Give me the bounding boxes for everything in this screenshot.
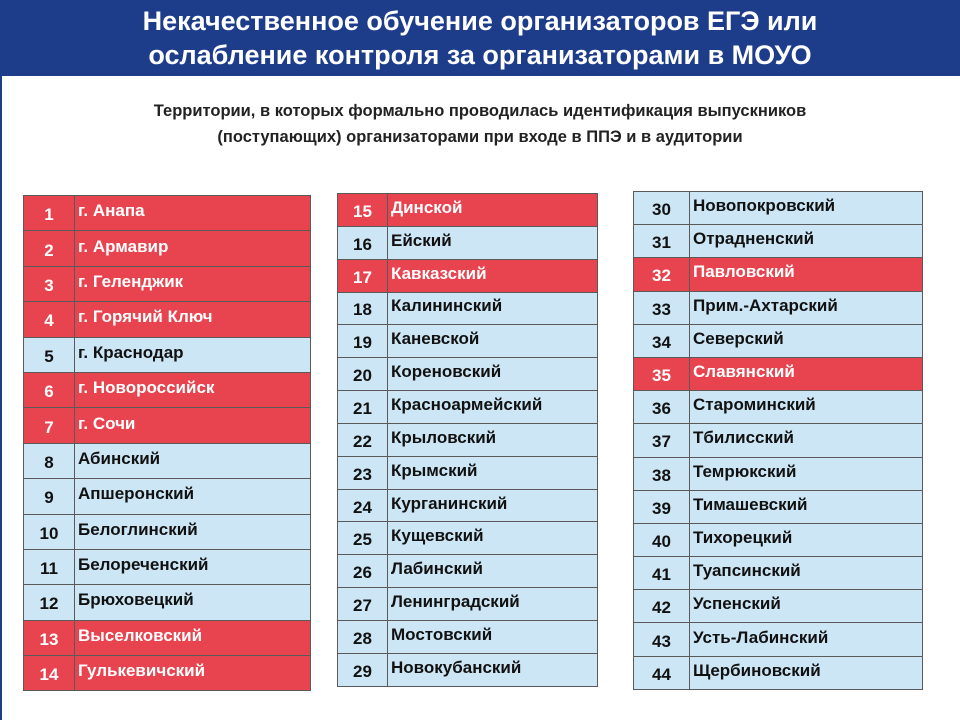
territory-name: г. Краснодар	[75, 337, 311, 372]
territory-name: Крымский	[388, 456, 598, 489]
table-row	[634, 391, 923, 424]
table-row	[24, 408, 311, 443]
territory-name: Щербиновский	[690, 656, 923, 689]
row-number: 30	[634, 192, 690, 225]
territory-name: Туапсинский	[690, 557, 923, 590]
row-number: 9	[24, 479, 75, 514]
table-row	[634, 291, 923, 324]
table-row	[338, 325, 598, 358]
territory-name: Ейский	[388, 226, 598, 259]
table-row	[24, 196, 311, 231]
table-row	[634, 225, 923, 258]
territory-name: г. Горячий Ключ	[75, 302, 311, 337]
territory-name: Прим.-Ахтарский	[690, 291, 923, 324]
subtitle	[40, 98, 920, 150]
row-number: 39	[634, 490, 690, 523]
territory-name: Красноармейский	[388, 391, 598, 424]
table-row	[338, 194, 598, 227]
row-number: 34	[634, 324, 690, 357]
row-number: 37	[634, 424, 690, 457]
row-number: 43	[634, 623, 690, 656]
row-number: 14	[24, 656, 75, 691]
territory-name: г. Геленджик	[75, 266, 311, 301]
territory-name: Курганинский	[388, 489, 598, 522]
table-row	[24, 231, 311, 266]
table-row	[338, 423, 598, 456]
table-row	[634, 324, 923, 357]
row-number: 5	[24, 337, 75, 372]
territory-name: г. Армавир	[75, 231, 311, 266]
table-row	[24, 514, 311, 549]
row-number: 33	[634, 291, 690, 324]
table-row	[634, 623, 923, 656]
row-number: 3	[24, 266, 75, 301]
table-row	[634, 557, 923, 590]
territory-name: Абинский	[75, 443, 311, 478]
row-number: 38	[634, 457, 690, 490]
table-row	[634, 590, 923, 623]
table-row	[338, 555, 598, 588]
table-row	[338, 456, 598, 489]
slide-header	[0, 0, 960, 76]
table-row	[24, 620, 311, 655]
table-row	[338, 259, 598, 292]
row-number: 32	[634, 258, 690, 291]
territory-name: Славянский	[690, 357, 923, 390]
territory-name: Мостовский	[388, 620, 598, 653]
territory-name: г. Анапа	[75, 196, 311, 231]
table-row	[338, 292, 598, 325]
territory-name: Тбилисский	[690, 424, 923, 457]
territories-table-1	[23, 195, 311, 691]
table-row	[24, 266, 311, 301]
territory-name: Тихорецкий	[690, 523, 923, 556]
territory-name: Калининский	[388, 292, 598, 325]
table-row	[338, 653, 598, 686]
territory-name: Усть-Лабинский	[690, 623, 923, 656]
row-number: 11	[24, 549, 75, 584]
subtitle-line-2: (поступающих) организаторами при входе в ППЭ и в аудитории	[217, 128, 743, 146]
row-number: 12	[24, 585, 75, 620]
territory-name: Апшеронский	[75, 479, 311, 514]
territory-name: Успенский	[690, 590, 923, 623]
territory-name: Отрадненский	[690, 225, 923, 258]
table-row	[634, 490, 923, 523]
territory-name: Северский	[690, 324, 923, 357]
table-row	[24, 302, 311, 337]
title-line-1: Некачественное обучение организаторов ЕГЭ или	[142, 6, 818, 36]
table-row	[634, 357, 923, 390]
table-row	[634, 424, 923, 457]
row-number: 21	[338, 391, 388, 424]
subtitle-line-1: Территории, в которых формально проводилась идентификация выпускников	[153, 102, 807, 120]
territory-name: Павловский	[690, 258, 923, 291]
territory-name: Крыловский	[388, 423, 598, 456]
row-number: 1	[24, 196, 75, 231]
territory-name: Динской	[388, 194, 598, 227]
row-number: 41	[634, 557, 690, 590]
territory-name: Кущевский	[388, 522, 598, 555]
table-row	[338, 620, 598, 653]
table-row	[24, 479, 311, 514]
row-number: 42	[634, 590, 690, 623]
territory-name: Белоглинский	[75, 514, 311, 549]
table-row	[24, 443, 311, 478]
table-row	[24, 372, 311, 407]
table-row	[338, 522, 598, 555]
table-row	[338, 391, 598, 424]
row-number: 23	[338, 456, 388, 489]
territory-name: Лабинский	[388, 555, 598, 588]
territory-name: Кореновский	[388, 358, 598, 391]
territory-name: Каневской	[388, 325, 598, 358]
row-number: 22	[338, 423, 388, 456]
table-row	[338, 588, 598, 621]
territory-name: Новопокровский	[690, 192, 923, 225]
row-number: 15	[338, 194, 388, 227]
row-number: 16	[338, 226, 388, 259]
territory-name: Староминский	[690, 391, 923, 424]
territory-name: Гулькевичский	[75, 656, 311, 691]
table-row	[338, 226, 598, 259]
row-number: 13	[24, 620, 75, 655]
row-number: 25	[338, 522, 388, 555]
territory-name: Белореченский	[75, 549, 311, 584]
row-number: 7	[24, 408, 75, 443]
row-number: 19	[338, 325, 388, 358]
row-number: 10	[24, 514, 75, 549]
table-row	[634, 258, 923, 291]
territories-table-3	[633, 191, 923, 690]
territory-name: г. Сочи	[75, 408, 311, 443]
row-number: 40	[634, 523, 690, 556]
table-row	[338, 489, 598, 522]
row-number: 18	[338, 292, 388, 325]
row-number: 44	[634, 656, 690, 689]
row-number: 6	[24, 372, 75, 407]
row-number: 35	[634, 357, 690, 390]
table-row	[338, 358, 598, 391]
left-border-rule	[0, 76, 2, 720]
row-number: 20	[338, 358, 388, 391]
row-number: 4	[24, 302, 75, 337]
territories-table-2	[337, 193, 598, 687]
territory-name: Тимашевский	[690, 490, 923, 523]
table-row	[634, 523, 923, 556]
table-row	[24, 585, 311, 620]
territory-name: Брюховецкий	[75, 585, 311, 620]
table-row	[24, 549, 311, 584]
row-number: 27	[338, 588, 388, 621]
territory-name: г. Новороссийск	[75, 372, 311, 407]
row-number: 17	[338, 259, 388, 292]
territory-name: Ленинградский	[388, 588, 598, 621]
row-number: 24	[338, 489, 388, 522]
territory-name: Темрюкский	[690, 457, 923, 490]
table-row	[24, 337, 311, 372]
row-number: 8	[24, 443, 75, 478]
row-number: 2	[24, 231, 75, 266]
row-number: 31	[634, 225, 690, 258]
territory-name: Кавказский	[388, 259, 598, 292]
table-row	[634, 192, 923, 225]
row-number: 26	[338, 555, 388, 588]
row-number: 36	[634, 391, 690, 424]
title-line-2: ослабление контроля за организаторами в МОУО	[148, 40, 812, 70]
row-number: 28	[338, 620, 388, 653]
table-row	[634, 656, 923, 689]
row-number: 29	[338, 653, 388, 686]
table-row	[634, 457, 923, 490]
territory-name: Новокубанский	[388, 653, 598, 686]
territory-name: Выселковский	[75, 620, 311, 655]
table-row	[24, 656, 311, 691]
